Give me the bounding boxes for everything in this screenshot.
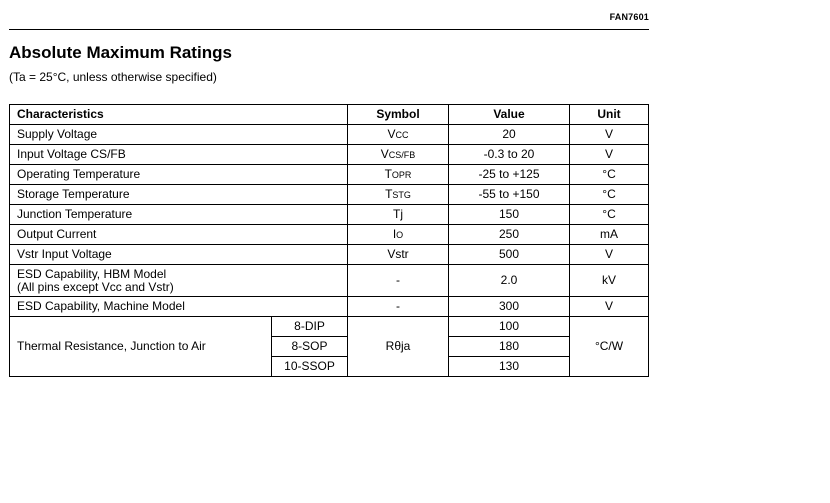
section-subtitle: (Ta = 25°C, unless otherwise specified) [9,70,217,84]
characteristic-cell: Output Current [10,225,348,245]
characteristic-cell: Supply Voltage [10,125,348,145]
symbol-main: - [396,272,400,287]
thermal-symbol-cell: Rθja [348,317,449,377]
symbol-main: V [380,146,389,161]
characteristic-cell: ESD Capability, Machine Model [10,297,348,317]
characteristic-cell: Input Voltage CS/FB [10,145,348,165]
table-row [10,165,649,185]
value-cell: 100 [449,317,570,337]
section-title: Absolute Maximum Ratings [9,43,232,62]
value-cell: 130 [449,357,570,377]
table-header-row [10,105,649,125]
table-row [10,185,649,205]
unit-cell: V [570,145,649,165]
value-cell: 250 [449,225,570,245]
symbol-main: V [387,126,396,141]
symbol-cell [348,125,449,145]
symbol-main: T [385,186,393,201]
symbol-main: I [392,226,397,241]
value-cell: -55 to +150 [449,185,570,205]
header-characteristics: Characteristics [10,105,348,125]
characteristic-cell: Storage Temperature [10,185,348,205]
symbol-cell [348,225,449,245]
symbol-main: Tj [393,206,403,221]
ratings-table [9,104,649,377]
unit-cell: °C [570,165,649,185]
header-divider [9,29,649,30]
table-row [10,245,649,265]
symbol-cell [348,205,449,225]
value-cell: -25 to +125 [449,165,570,185]
package-cell: 10-SSOP [272,357,348,377]
unit-cell: mA [570,225,649,245]
characteristic-cell: Vstr Input Voltage [10,245,348,265]
part-number: FAN7601 [609,12,649,22]
value-cell: -0.3 to 20 [449,145,570,165]
symbol-cell [348,165,449,185]
symbol-subscript: CC [395,129,409,140]
package-cell: 8-SOP [272,337,348,357]
table-row [10,145,649,165]
unit-cell: V [570,125,649,145]
header-value: Value [449,105,570,125]
thermal-characteristic-cell: Thermal Resistance, Junction to Air [10,317,272,377]
package-cell: 8-DIP [272,317,348,337]
value-cell: 150 [449,205,570,225]
table-row [10,265,649,297]
table-row [10,297,649,317]
value-cell: 2.0 [449,265,570,297]
symbol-main: Vstr [387,246,409,261]
header-unit: Unit [570,105,649,125]
value-cell: 180 [449,337,570,357]
value-cell: 500 [449,245,570,265]
symbol-subscript: STG [392,189,411,200]
characteristic-cell: Junction Temperature [10,205,348,225]
unit-cell: V [570,245,649,265]
symbol-cell [348,145,449,165]
symbol-cell [348,297,449,317]
unit-cell: °C [570,185,649,205]
symbol-main: T [384,166,392,181]
table-row [10,205,649,225]
symbol-cell [348,265,449,297]
value-cell: 300 [449,297,570,317]
unit-cell: °C [570,205,649,225]
characteristic-cell: Operating Temperature [10,165,348,185]
unit-cell: kV [570,265,649,297]
characteristic-cell: ESD Capability, HBM Model (All pins except Vcc and Vstr) [10,265,348,297]
value-cell: 20 [449,125,570,145]
symbol-cell [348,185,449,205]
header-symbol: Symbol [348,105,449,125]
table-row [10,125,649,145]
thermal-unit-cell: °C/W [570,317,649,377]
unit-cell: V [570,297,649,317]
symbol-subscript: O [396,229,404,240]
symbol-subscript: CS/FB [388,149,416,160]
thermal-row [10,317,649,337]
symbol-main: - [396,298,400,313]
table-row [10,225,649,245]
symbol-subscript: OPR [391,169,412,180]
symbol-cell [348,245,449,265]
